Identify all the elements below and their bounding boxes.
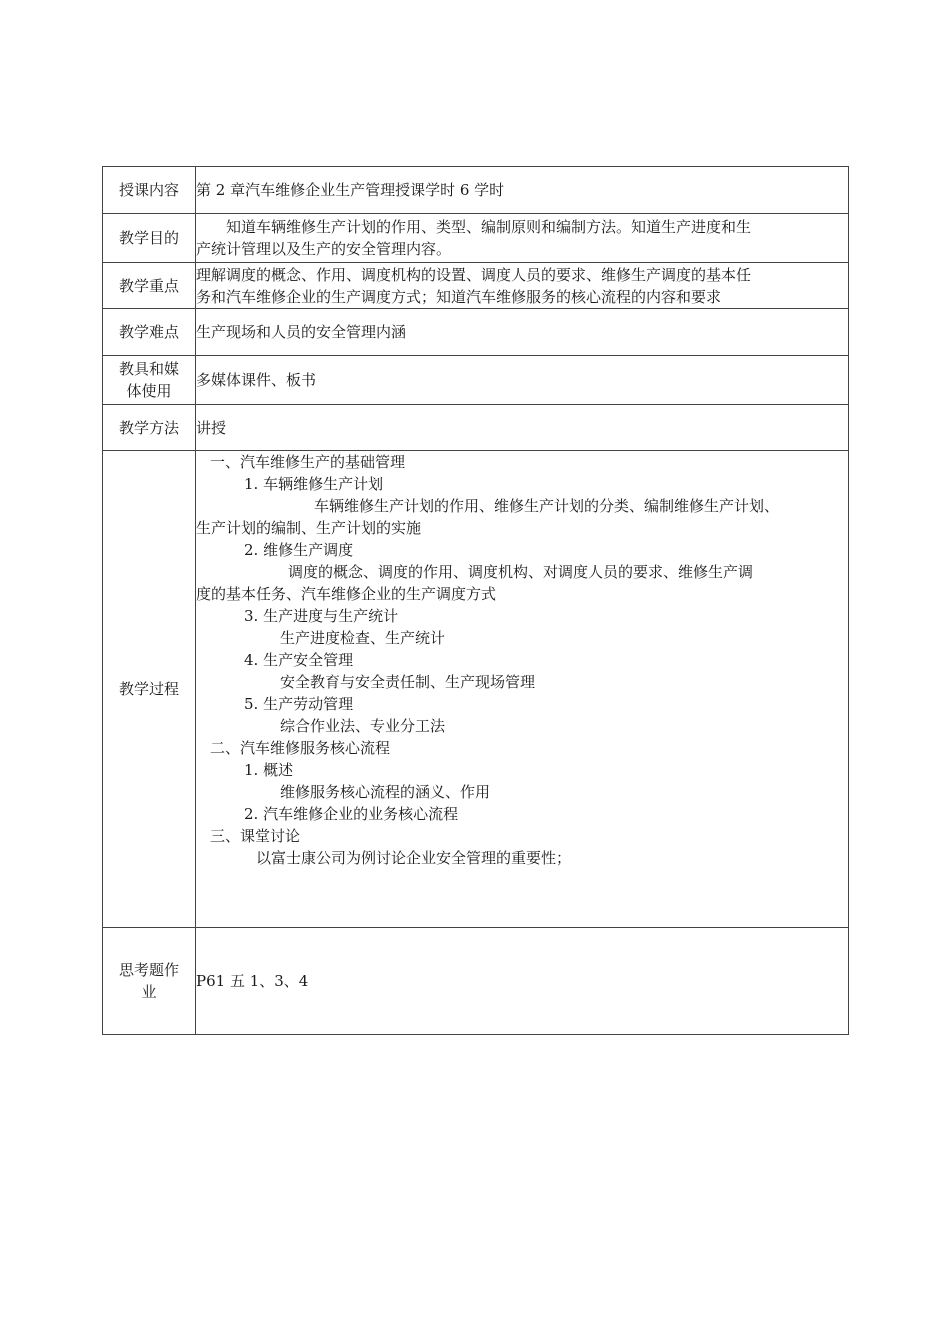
teaching-media-value: 多媒体课件、板书 xyxy=(196,356,849,405)
row-teaching-media xyxy=(103,356,849,405)
process-subheading: 4. 生产安全管理 xyxy=(244,651,354,669)
process-section-heading: 二、汽车维修服务核心流程 xyxy=(210,739,391,757)
row-teaching-process xyxy=(103,451,849,928)
teaching-process-value xyxy=(196,451,849,928)
row-teaching-method xyxy=(103,405,849,451)
row-teaching-difficulty xyxy=(103,309,849,356)
process-detail: 综合作业法、专业分工法 xyxy=(280,717,446,735)
label-teaching-method: 教学方法 xyxy=(103,405,196,451)
row-homework xyxy=(103,928,849,1035)
process-detail: 度的基本任务、汽车维修企业的生产调度方式 xyxy=(196,585,497,603)
teaching-focus-value xyxy=(196,263,849,309)
teaching-purpose-line: 知道车辆维修生产计划的作用、类型、编制原则和编制方法。知道生产进度和生 xyxy=(226,218,752,236)
process-subheading: 3. 生产进度与生产统计 xyxy=(244,607,399,625)
teaching-difficulty-value: 生产现场和人员的安全管理内涵 xyxy=(196,309,849,356)
label-teaching-purpose: 教学目的 xyxy=(103,214,196,263)
teaching-purpose-line: 产统计管理以及生产的安全管理内容。 xyxy=(196,240,452,258)
row-teaching-purpose xyxy=(103,214,849,263)
label-homework xyxy=(103,928,196,1035)
teaching-method-value: 讲授 xyxy=(196,405,849,451)
process-subheading: 2. 维修生产调度 xyxy=(244,541,354,559)
label-teaching-media xyxy=(103,356,196,405)
process-section-heading: 一、汽车维修生产的基础管理 xyxy=(210,453,406,471)
label-teaching-difficulty: 教学难点 xyxy=(103,309,196,356)
label-line: 思考题作 xyxy=(118,961,179,979)
course-content-value: 第 2 章汽车维修企业生产管理授课学时 6 学时 xyxy=(196,167,849,214)
process-detail: 以富士康公司为例讨论企业安全管理的重要性； xyxy=(256,849,572,867)
lesson-plan-table xyxy=(102,166,849,1035)
process-detail: 安全教育与安全责任制、生产现场管理 xyxy=(280,673,536,691)
label-line: 体使用 xyxy=(126,382,172,400)
label-teaching-focus: 教学重点 xyxy=(103,263,196,309)
label-line: 教具和媒 xyxy=(118,360,179,378)
teaching-purpose-value xyxy=(196,214,849,263)
label-course-content: 授课内容 xyxy=(103,167,196,214)
process-section-heading: 三、课堂讨论 xyxy=(210,827,301,845)
process-subheading: 1. 车辆维修生产计划 xyxy=(244,475,384,493)
process-detail: 生产进度检查、生产统计 xyxy=(280,629,446,647)
teaching-focus-line: 务和汽车维修企业的生产调度方式；知道汽车维修服务的核心流程的内容和要求 xyxy=(196,287,722,306)
label-teaching-process: 教学过程 xyxy=(103,451,196,928)
process-detail: 维修服务核心流程的涵义、作用 xyxy=(280,783,491,801)
process-subheading: 2. 汽车维修企业的业务核心流程 xyxy=(244,805,459,823)
row-course-content xyxy=(103,167,849,214)
row-teaching-focus xyxy=(103,263,849,309)
teaching-focus-line: 理解调度的概念、作用、调度机构的设置、调度人员的要求、维修生产调度的基本任 xyxy=(196,265,752,284)
label-line: 业 xyxy=(141,983,157,1001)
process-detail: 生产计划的编制、生产计划的实施 xyxy=(196,519,422,537)
process-subheading: 5. 生产劳动管理 xyxy=(244,695,354,713)
process-detail: 车辆维修生产计划的作用、维修生产计划的分类、编制维修生产计划、 xyxy=(314,497,780,515)
homework-value: P61 五 1、3、4 xyxy=(196,928,849,1035)
process-subheading: 1. 概述 xyxy=(244,761,294,779)
process-detail: 调度的概念、调度的作用、调度机构、对调度人员的要求、维修生产调 xyxy=(288,563,754,581)
